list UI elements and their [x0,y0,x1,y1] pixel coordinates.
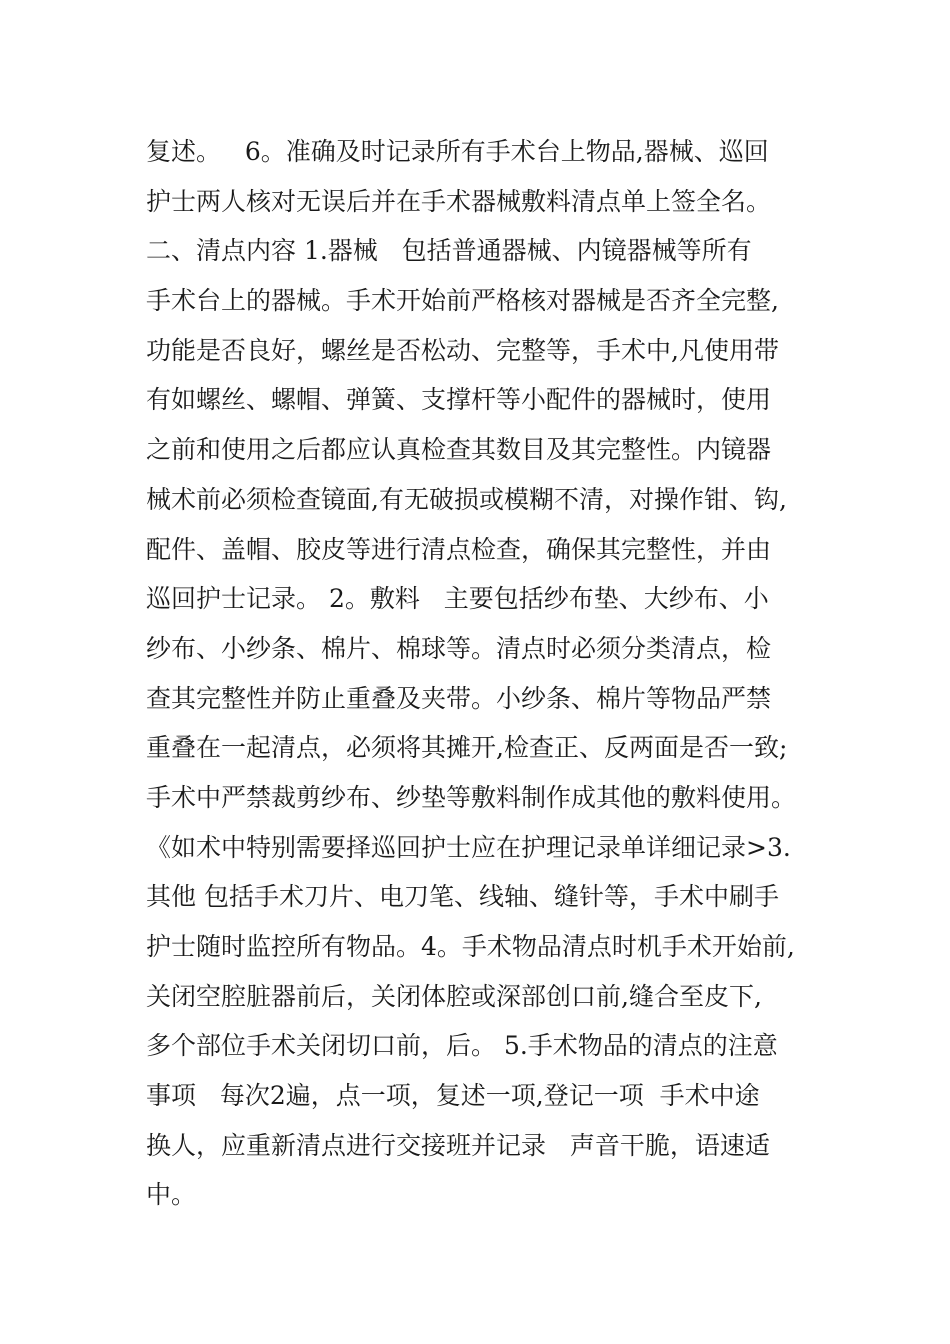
text-line: 事项 每次2遍，点一项，复述一项,登记一项 手术中途 [146,1081,760,1111]
text-line: 多个部位手术关闭切口前，后。 5.手术物品的清点的注意 [146,1031,778,1061]
text-line: 巡回护士记录。 2。敷料 主要包括纱布垫、大纱布、小 [146,584,769,614]
text-line: 《如术中特别需要择巡回护士应在护理记录单详细记录>3. [146,832,791,862]
text-line: 复述。 6。准确及时记录所有手术台上物品,器械、巡回 [146,137,769,166]
text-line: 查其完整性并防止重叠及夹带。小纱条、棉片等物品严禁 [146,683,772,713]
text-line: 关闭空腔脏器前后，关闭体腔或深部创口前,缝合至皮下, [146,981,762,1011]
text-line: 护士随时监控所有物品。4。手术物品清点时机手术开始前, [146,932,795,961]
text-line: 重叠在一起清点，必须将其摊开,检查正、反两面是否一致; [146,733,788,763]
text-line: 有如螺丝、螺帽、弹簧、支撑杆等小配件的器械时，使用 [146,385,772,415]
text-line: 之前和使用之后都应认真检查其数目及其完整性。内镜器 [146,435,772,465]
text-line: 换人，应重新清点进行交接班并记录 声音干脆，语速适 [146,1130,770,1160]
text-line: 其他 包括手术刀片、电刀笔、线轴、缝针等，手术中刷手 [146,882,779,912]
text-line: 配件、盖帽、胶皮等进行清点检查，确保其完整性，并由 [146,534,772,564]
body-text [146,127,816,1220]
text-line: 纱布、小纱条、棉片、棉球等。清点时必须分类清点，检 [146,633,772,663]
text-line: 手术中严禁裁剪纱布、纱垫等敷料制作成其他的敷料使用。 [146,782,797,812]
text-line: 械术前必须检查镜面,有无破损或模糊不清，对操作钳、钩, [146,484,787,514]
text-line: 功能是否良好，螺丝是否松动、完整等，手术中,凡使用带 [146,335,779,365]
text-line: 二、清点内容 1.器械 包括普通器械、内镜器械等所有 [146,236,752,266]
text-line: 手术台上的器械。手术开始前严格核对器械是否齐全完整, [146,286,779,316]
text-line: 中。 [146,1180,197,1210]
text-line: 护士两人核对无误后并在手术器械敷料清点单上签全名。 [146,186,772,216]
